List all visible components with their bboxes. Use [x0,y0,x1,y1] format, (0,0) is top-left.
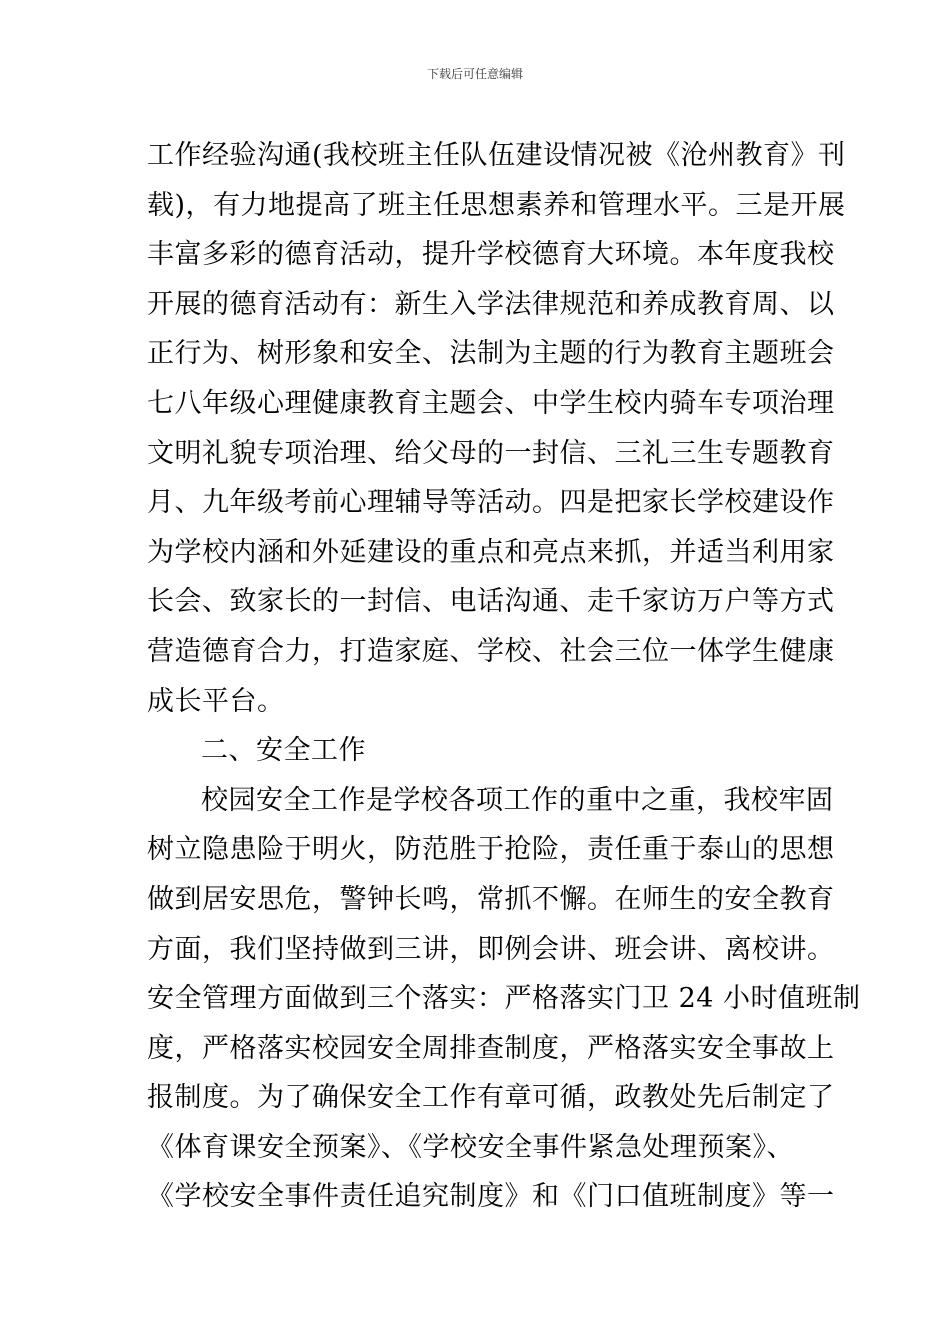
paragraph-first-line: 校园安全工作是学校各项工作的重中之重，我校牢固 [201,784,834,816]
text-line: 文明礼貌专项治理、给父母的一封信、三礼三生专题教育 [147,437,835,469]
text-line: 树立隐患险于明火，防范胜于抢险，责任重于泰山的思想 [147,834,835,866]
text-line: 月、九年级考前心理辅导等活动。四是把家长学校建设作 [147,487,835,519]
text-line: 载)，有力地提高了班主任思想素养和管理水平。三是开展 [147,189,846,221]
text-line: 成长平台。 [147,685,285,717]
text-line: 方面，我们坚持做到三讲，即例会讲、班会讲、离校讲。 [147,933,835,965]
section-heading: 二、安全工作 [201,735,366,767]
text-line: 七八年级心理健康教育主题会、中学生校内骑车专项治理 [147,387,835,419]
text-line: 为学校内涵和外延建设的重点和亮点来抓，并适当利用家 [147,536,835,568]
text-line: 开展的德育活动有：新生入学法律规范和养成教育周、以 [147,288,835,320]
text-line: 长会、致家长的一封信、电话沟通、走千家访万户等方式 [147,586,835,618]
document-body [147,131,861,1222]
text-line: 度，严格落实校园安全周排查制度，严格落实安全事故上 [147,1032,835,1064]
text-line: 营造德育合力，打造家庭、学校、社会三位一体学生健康 [147,635,835,667]
text-line: 报制度。为了确保安全工作有章可循，政教处先后制定了 [147,1082,835,1114]
text-line: 丰富多彩的德育活动，提升学校德育大环境。本年度我校 [147,239,835,271]
text-line: 《学校安全事件责任追究制度》和《门口值班制度》等一 [147,1181,835,1213]
text-line: 《体育课安全预案》、《学校安全事件紧急处理预案》、 [147,1131,794,1163]
text-line: 正行为、树形象和安全、法制为主题的行为教育主题班会 [147,338,835,370]
text-line: 工作经验沟通(我校班主任队伍建设情况被《沧州教育》刊 [147,140,846,171]
page-header: 下载后可任意编辑 [426,67,523,81]
text-line: 做到居安思危，警钟长鸣，常抓不懈。在师生的安全教育 [147,883,835,915]
text-line: 安全管理方面做到三个落实：严格落实门卫 24 小时值班制 [147,983,861,1015]
